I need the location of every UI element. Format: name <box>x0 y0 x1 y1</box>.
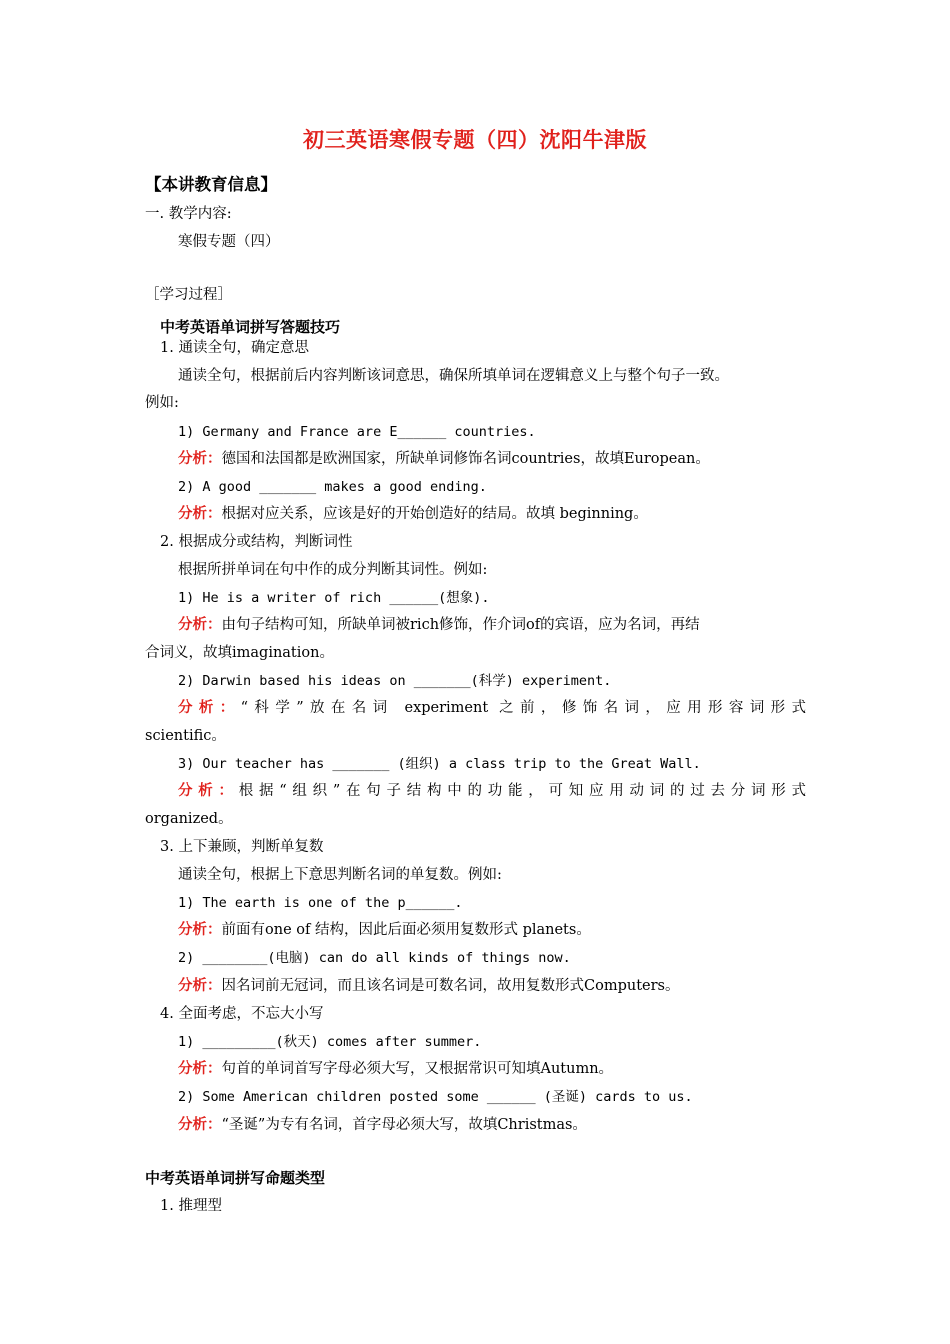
tip3-analysis2 <box>178 976 858 996</box>
tip3-analysis1 <box>178 920 858 940</box>
tip3-desc: 通读全句，根据上下意思判断名词的单复数。例如: <box>178 867 502 883</box>
heading-tips: 中考英语单词拼写答题技巧 <box>160 318 341 336</box>
tip2-analysis2-cont: scientific。 <box>145 728 226 744</box>
tip2-analysis3-cont: organized。 <box>145 811 233 827</box>
analysis-text: 因名词前无冠词，而且该名词是可数名词，故用复数形式Computers。 <box>221 978 680 994</box>
analysis-text: 德国和法国都是欧洲国家，所缺单词修饰名词countries，故填European。 <box>221 451 710 467</box>
tip2-example1: 1) He is a writer of rich ______(想象). <box>178 590 490 606</box>
analysis-text: 根据“组织”在句子结构中的功能，可知应用动词的过去分词形式 <box>238 783 807 799</box>
analysis-label: 分析： <box>178 451 222 467</box>
analysis-label: 分析： <box>178 700 241 716</box>
tip2-example2: 2) Darwin based his ideas on _______(科学) experiment. <box>178 673 612 689</box>
heading-types: 中考英语单词拼写命题类型 <box>145 1169 326 1187</box>
type1-title: 1. 推理型 <box>160 1198 222 1214</box>
tip1-analysis2 <box>178 504 858 524</box>
analysis-text: 前面有one of 结构，因此后面必须用复数形式 planets。 <box>221 922 591 938</box>
analysis-label: 分析： <box>178 1061 222 1077</box>
analysis-label: 分析： <box>178 922 222 938</box>
analysis-text: 句首的单词首写字母必须大写，又根据常识可知填Autumn。 <box>221 1061 614 1077</box>
page-title: 初三英语寒假专题（四）沈阳牛津版 <box>303 128 647 152</box>
analysis-label: 分析： <box>178 506 222 522</box>
tip4-analysis1 <box>178 1059 858 1079</box>
process-label: ［学习过程］ <box>145 287 232 303</box>
content-label: 一. 教学内容: <box>145 206 232 222</box>
tip2-analysis1 <box>178 615 858 635</box>
tip2-analysis1-cont: 合词义，故填imagination。 <box>145 645 334 661</box>
tip4-analysis2 <box>178 1115 858 1135</box>
analysis-text: 由句子结构可知，所缺单词被rich修饰，作介词of的宾语，应为名词，再结 <box>221 617 700 633</box>
tip3-example2: 2) ________(电脑) can do all kinds of things now. <box>178 950 571 966</box>
tip3-example1: 1) The earth is one of the p______. <box>178 895 463 911</box>
analysis-text: “科学”放在名词 experiment 之前，修饰名词，应用形容词形式 <box>240 700 806 716</box>
tip1-title: 1. 通读全句，确定意思 <box>160 340 309 356</box>
analysis-label: 分析： <box>178 1117 222 1133</box>
tip3-title: 3. 上下兼顾，判断单复数 <box>160 839 324 855</box>
tip1-analysis1 <box>178 449 858 469</box>
analysis-label: 分析： <box>178 617 222 633</box>
tip2-example3: 3) Our teacher has _______ (组织) a class trip to the Great Wall. <box>178 756 701 772</box>
tip2-analysis2 <box>178 698 806 718</box>
tip4-example2: 2) Some American children posted some ______ (圣诞) cards to us. <box>178 1089 693 1105</box>
analysis-label: 分析： <box>178 783 239 799</box>
content-value: 寒假专题（四） <box>178 234 280 250</box>
tip1-example1: 1) Germany and France are E______ countries. <box>178 424 536 440</box>
tip1-example2: 2) A good _______ makes a good ending. <box>178 479 487 495</box>
analysis-text: “圣诞”为专有名词，首字母必须大写，故填Christmas。 <box>221 1117 587 1133</box>
tip2-title: 2. 根据成分或结构，判断词性 <box>160 534 353 550</box>
tip1-desc-cont: 例如: <box>145 395 179 411</box>
analysis-label: 分析： <box>178 978 222 994</box>
tip4-title: 4. 全面考虑，不忘大小写 <box>160 1006 324 1022</box>
section-info-heading: 【本讲教育信息】 <box>145 175 277 194</box>
tip2-analysis3 <box>178 781 806 801</box>
tip2-desc: 根据所拼单词在句中作的成分判断其词性。例如: <box>178 562 488 578</box>
analysis-text: 根据对应关系，应该是好的开始创造好的结局。故填 beginning。 <box>221 506 648 522</box>
tip1-desc: 通读全句，根据前后内容判断该词意思，确保所填单词在逻辑意义上与整个句子一致。 <box>178 368 729 384</box>
tip4-example1: 1) _________(秋天) comes after summer. <box>178 1034 482 1050</box>
